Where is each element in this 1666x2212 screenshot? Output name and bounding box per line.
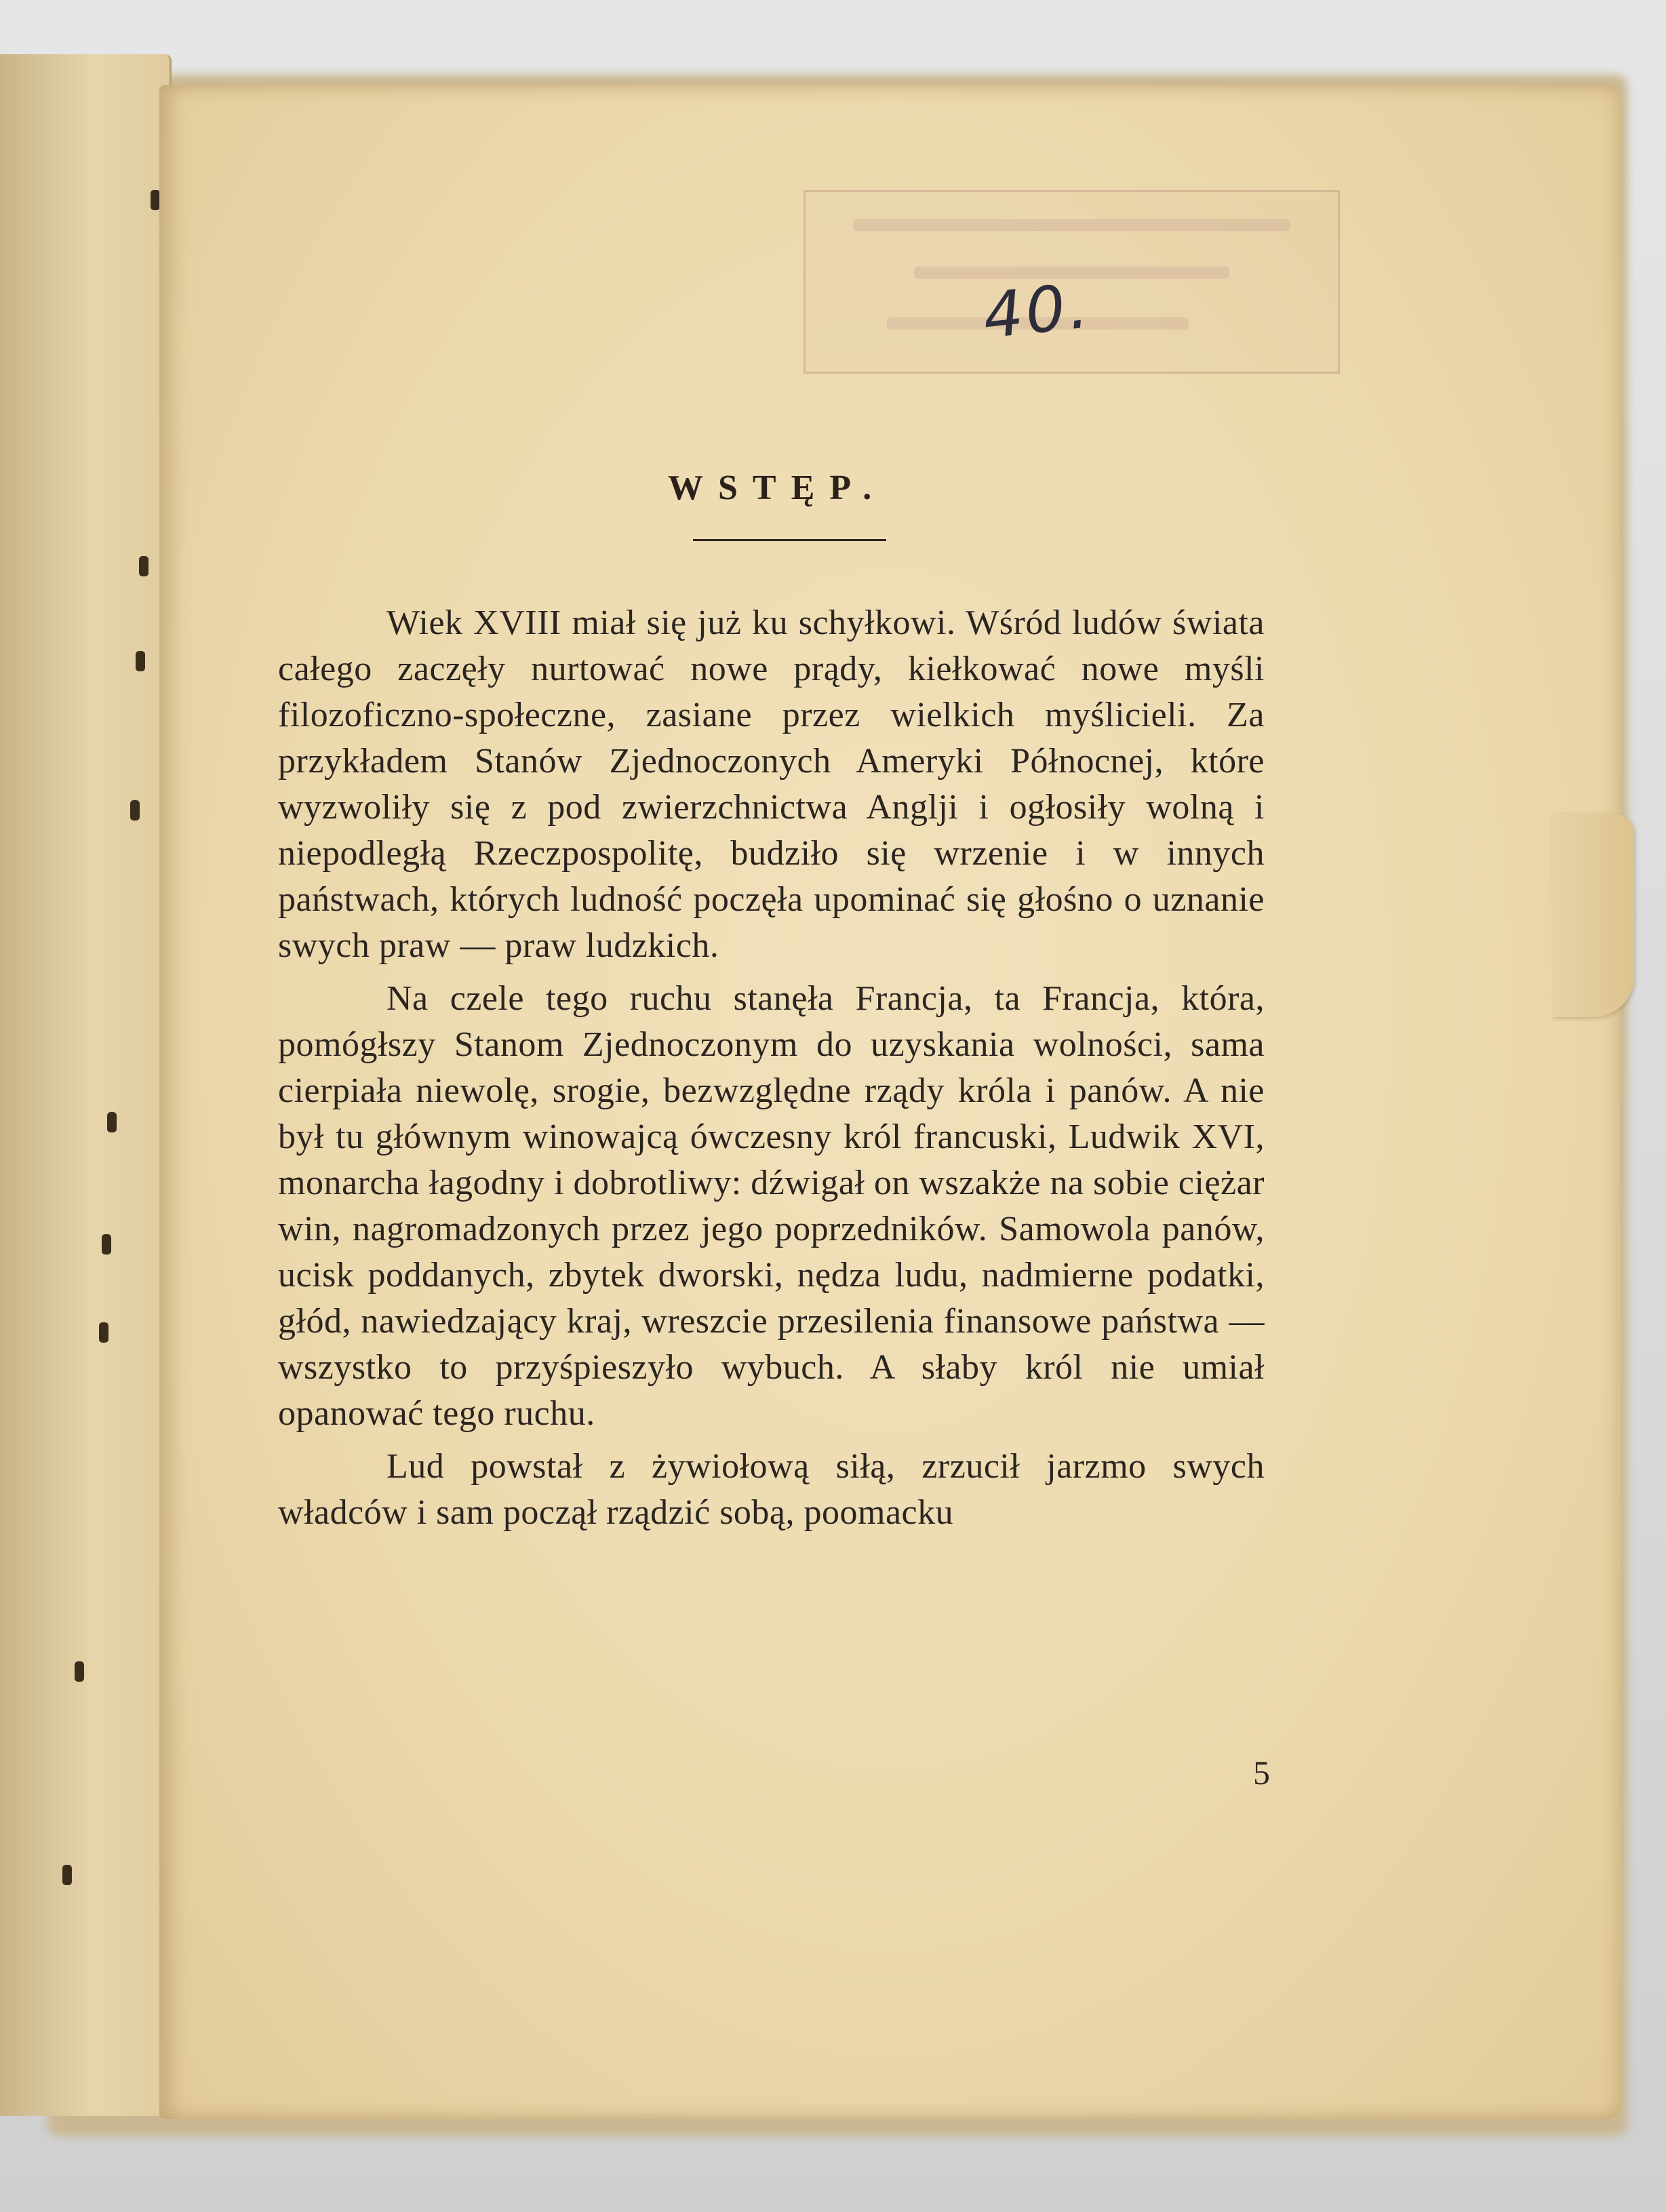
binding-stitch [107,1112,117,1132]
binding-stitch [75,1661,84,1682]
binding-stitch [139,556,148,576]
binding-stitch [62,1865,72,1885]
handwritten-number: 40. [979,269,1094,353]
left-page-edge [0,54,172,2116]
binding-stitch [130,800,140,821]
paragraph: Lud powstał z żywiołową siłą, zrzucił jarzmo swych władców i sam począł rządzić sobą, poomacku [278,1447,1265,1532]
page-number: 5 [1253,1754,1270,1792]
paragraph: Na czele tego ruchu stanęła Francja, ta Francja, która, pomógłszy Stanom Zjednoczonym do uzyskania wolności, sama cierpiała niewolę, srogie, bezwzględne rządy króla i panów. A nie był tu głównym winowajcą ówczesny król francuski, Ludwik XVI, monarcha łagodny i dobrotliwy: dźwigał on wszakże na sobie ciężar win, nagromadzonych przez jego poprzedników. Samowola panów, ucisk poddanych, zbytek dworski, nędza ludu, nadmierne podatki, głód, nawiedzający kraj, wreszcie przesilenia finansowe państwa — wszystko to przyśpieszyło wybuch. A słaby król nie umiał opanować tego ruchu. [278,979,1265,1433]
torn-page-corner [1553,814,1634,1017]
binding-stitch [99,1322,108,1343]
binding-stitch [136,651,145,671]
paragraph: Wiek XVIII miał się już ku schyłkowi. Wśród ludów świata całego zaczęły nurtować nowe prądy, kiełkować nowe myśli filozoficzno-społeczne, zasiane przez wielkich myślicieli. Za przykładem Stanów Zjednoczonych Ameryki Północnej, które wyzwoliły się z pod zwierzchnictwa Anglji i ogłosiły wolną i niepodległą Rzeczpospolitę, budziło się wrzenie i w innych państwach, których ludność poczęła upominać się głośno o uznanie swych praw — praw ludzkich. [278,604,1265,965]
binding-stitch [102,1234,111,1255]
binding-stitch [151,190,160,210]
stamp-text-line [853,219,1290,231]
title-underline [693,539,886,541]
chapter-title: WSTĘP. [668,469,887,507]
body-text [278,600,1265,1536]
